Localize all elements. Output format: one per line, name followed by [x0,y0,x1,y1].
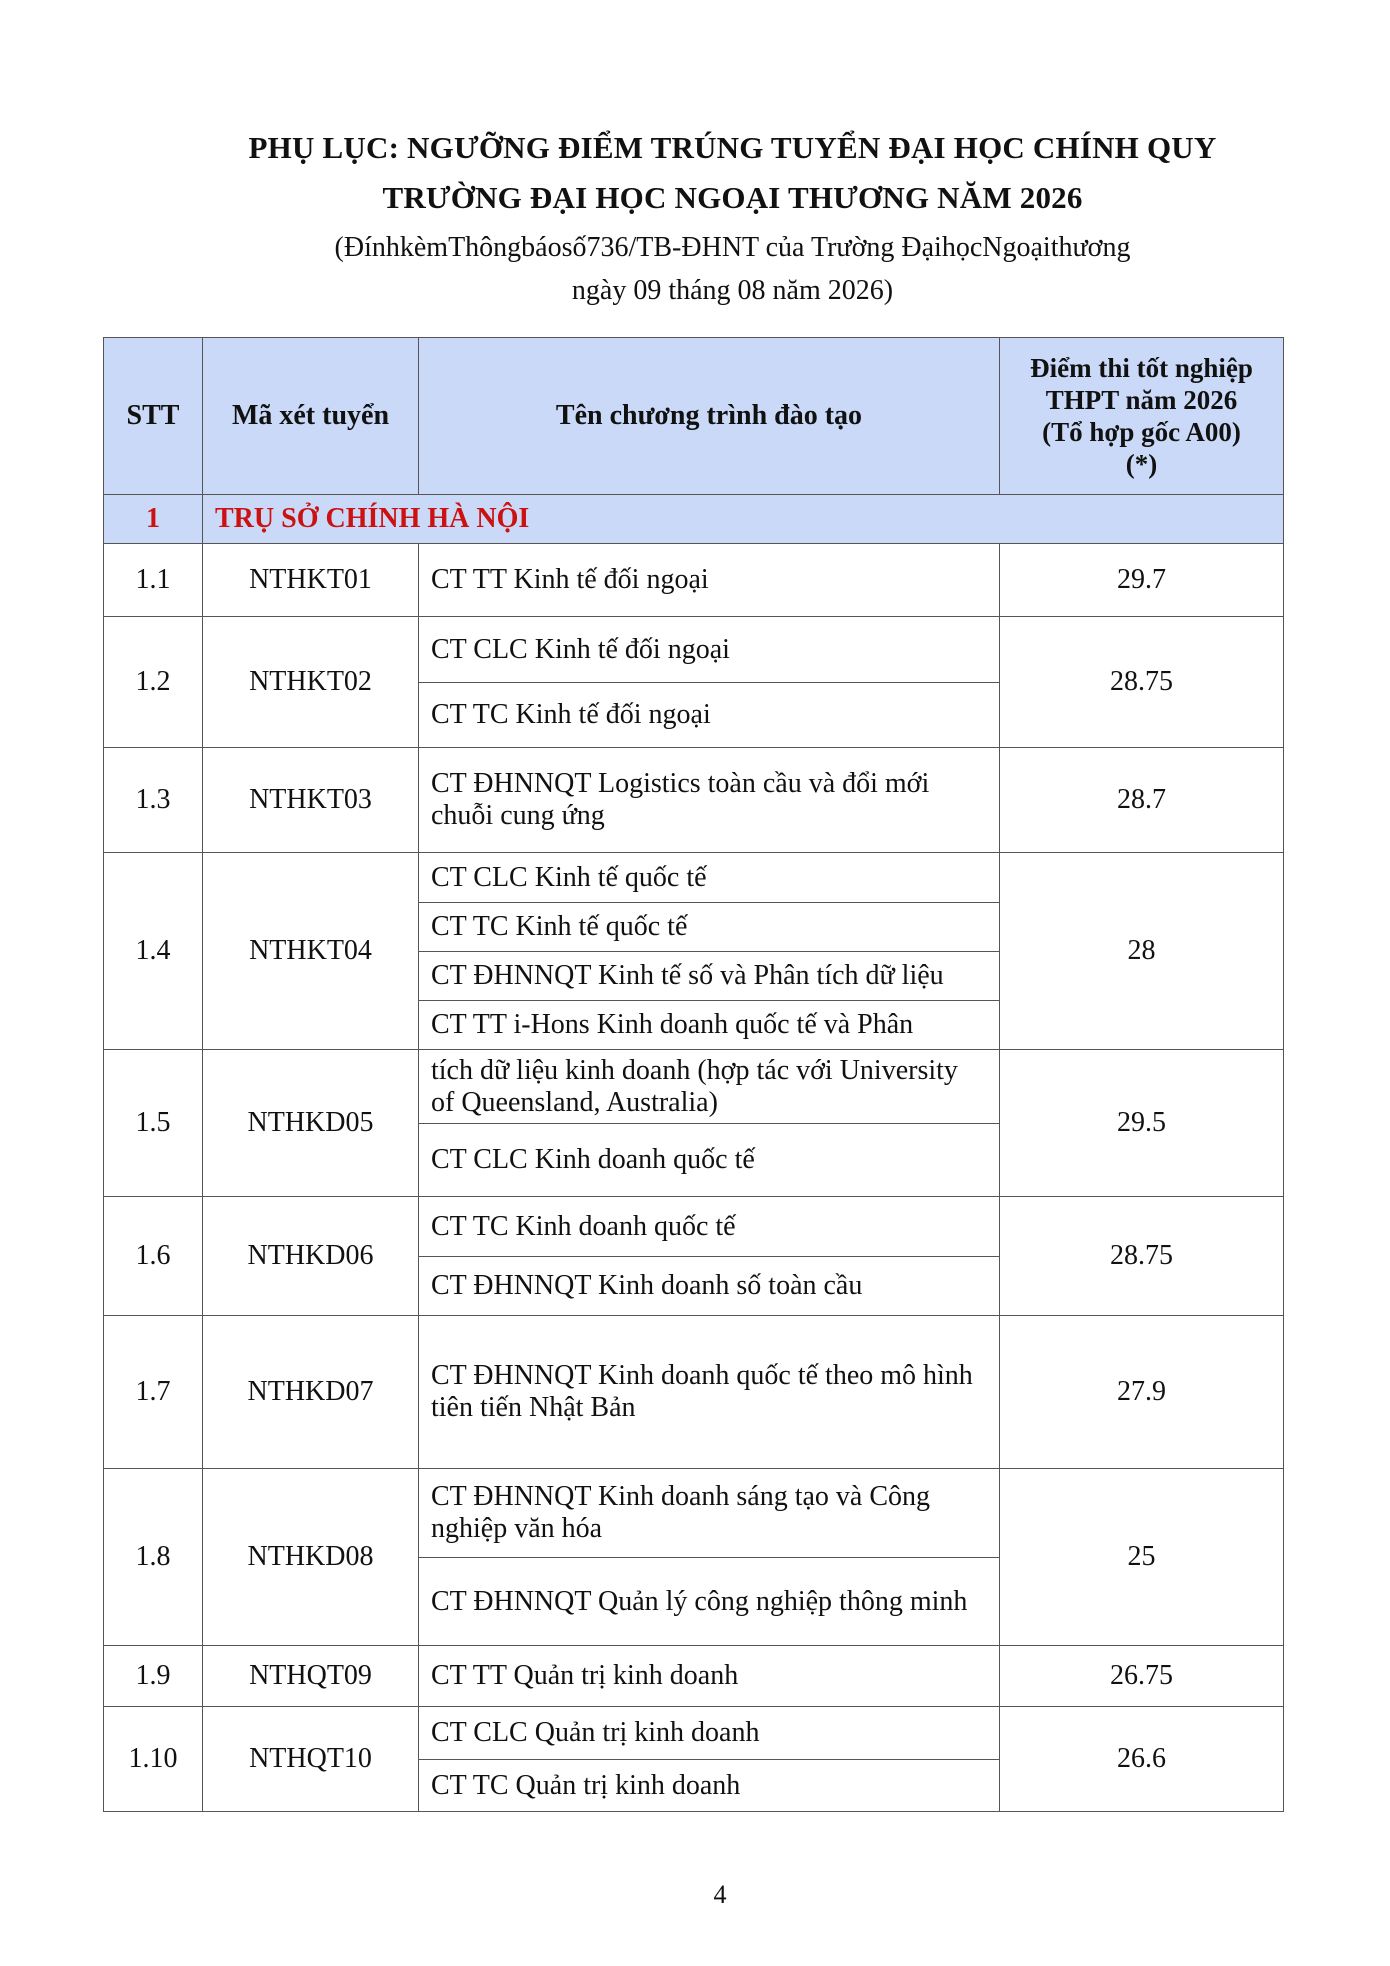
row-score: 28.75 [1000,617,1284,748]
row-stt: 1.5 [104,1050,203,1197]
row-programs [419,617,1000,748]
row-stt: 1.4 [104,853,203,1050]
program-name: CT ĐHNNQT Kinh doanh sáng tạo và Công nghiệp văn hóa [431,1481,931,1544]
row-score: 26.6 [1000,1707,1284,1812]
section-label: TRỤ SỞ CHÍNH HÀ NỘI [203,495,1284,544]
row-stt: 1.3 [104,748,203,853]
row-code: NTHKD08 [203,1469,419,1646]
row-score: 28.7 [1000,748,1284,853]
column-header-code: Mã xét tuyển [203,338,419,495]
row-score: 25 [1000,1469,1284,1646]
column-header-program: Tên chương trình đào tạo [419,338,1000,495]
row-code: NTHKT03 [203,748,419,853]
table-row [104,544,1284,617]
row-stt: 1.8 [104,1469,203,1646]
table-row [104,1050,1284,1197]
table-row [104,748,1284,853]
table-row [104,617,1284,748]
row-programs [419,748,1000,853]
score-header-line-4: (*) [1125,449,1158,479]
program-name: CT CLC Kinh tế quốc tế [431,861,707,893]
row-code: NTHQT10 [203,1707,419,1812]
row-programs [419,1050,1000,1197]
table-header-row [104,338,1284,495]
row-score: 28 [1000,853,1284,1050]
row-score: 29.7 [1000,544,1284,617]
row-score: 28.75 [1000,1197,1284,1316]
row-stt: 1.10 [104,1707,203,1812]
table-row [104,1469,1284,1646]
row-code: NTHKD07 [203,1316,419,1469]
row-code: NTHKD06 [203,1197,419,1316]
row-stt: 1.1 [104,544,203,617]
program-name: CT TC Kinh tế đối ngoại [419,682,999,747]
row-stt: 1.7 [104,1316,203,1469]
row-programs [419,544,1000,617]
score-header-line-2: THPT năm 2026 [1045,385,1238,415]
program-name: CT CLC Kinh tế đối ngoại [431,633,730,665]
page-number: 4 [713,1880,727,1909]
row-programs [419,1707,1000,1812]
section-number: 1 [104,495,203,544]
program-name: CT CLC Kinh doanh quốc tế [419,1123,999,1196]
row-programs [419,1316,1000,1469]
document-subtitle-line-2: ngày 09 tháng 08 năm 2026) [571,275,894,306]
row-programs [419,1646,1000,1707]
column-header-stt: STT [104,338,203,495]
row-code: NTHKT04 [203,853,419,1050]
row-code: NTHKT01 [203,544,419,617]
program-name: tích dữ liệu kinh doanh (hợp tác với University of Queensland, Australia) [431,1054,958,1118]
table-row [104,1197,1284,1316]
program-name: CT ĐHNNQT Kinh doanh quốc tế theo mô hình tiên tiến Nhật Bản [431,1360,973,1423]
column-header-score [1000,338,1284,495]
row-code: NTHQT09 [203,1646,419,1707]
program-name: CT TT Quản trị kinh doanh [431,1660,739,1691]
table-row [104,1646,1284,1707]
program-name: CT TC Kinh doanh quốc tế [431,1210,736,1242]
table-row [104,1316,1284,1469]
program-name: CT TT i-Hons Kinh doanh quốc tế và Phân [419,1000,999,1049]
score-header-line-1: Điểm thi tốt nghiệp [1030,353,1253,383]
document-title-line-2: TRƯỜNG ĐẠI HỌC NGOẠI THƯƠNG NĂM 2026 [382,180,1083,215]
program-name: CT TC Quản trị kinh doanh [419,1759,999,1811]
program-name: CT TC Kinh tế quốc tế [419,902,999,951]
document-subtitle-line-1: (ĐínhkèmThôngbáosố736/TB-ĐHNT của Trường ĐạihọcNgoạithương [334,232,1131,263]
score-header-line-3: (Tổ hợp gốc A00) [1042,417,1241,447]
row-stt: 1.6 [104,1197,203,1316]
program-name: CT ĐHNNQT Quản lý công nghiệp thông minh [419,1557,999,1645]
program-name: CT TT Kinh tế đối ngoại [431,564,709,595]
table-row [104,853,1284,1050]
row-stt: 1.2 [104,617,203,748]
row-stt: 1.9 [104,1646,203,1707]
program-name: CT ĐHNNQT Kinh tế số và Phân tích dữ liệu [419,951,999,1000]
program-name: CT ĐHNNQT Logistics toàn cầu và đổi mới chuỗi cung ứng [431,768,930,831]
row-code: NTHKT02 [203,617,419,748]
row-code: NTHKD05 [203,1050,419,1197]
table-row [104,1707,1284,1812]
document-title-line-1: PHỤ LỤC: NGƯỠNG ĐIỂM TRÚNG TUYỂN ĐẠI HỌC CHÍNH QUY [248,130,1217,165]
admission-score-table [103,337,1284,1812]
row-score: 26.75 [1000,1646,1284,1707]
section-row [104,495,1284,544]
program-name: CT ĐHNNQT Kinh doanh số toàn cầu [419,1256,999,1315]
row-score: 27.9 [1000,1316,1284,1469]
row-programs [419,1197,1000,1316]
program-name: CT CLC Quản trị kinh doanh [431,1717,760,1748]
row-programs [419,853,1000,1050]
row-score: 29.5 [1000,1050,1284,1197]
row-programs [419,1469,1000,1646]
